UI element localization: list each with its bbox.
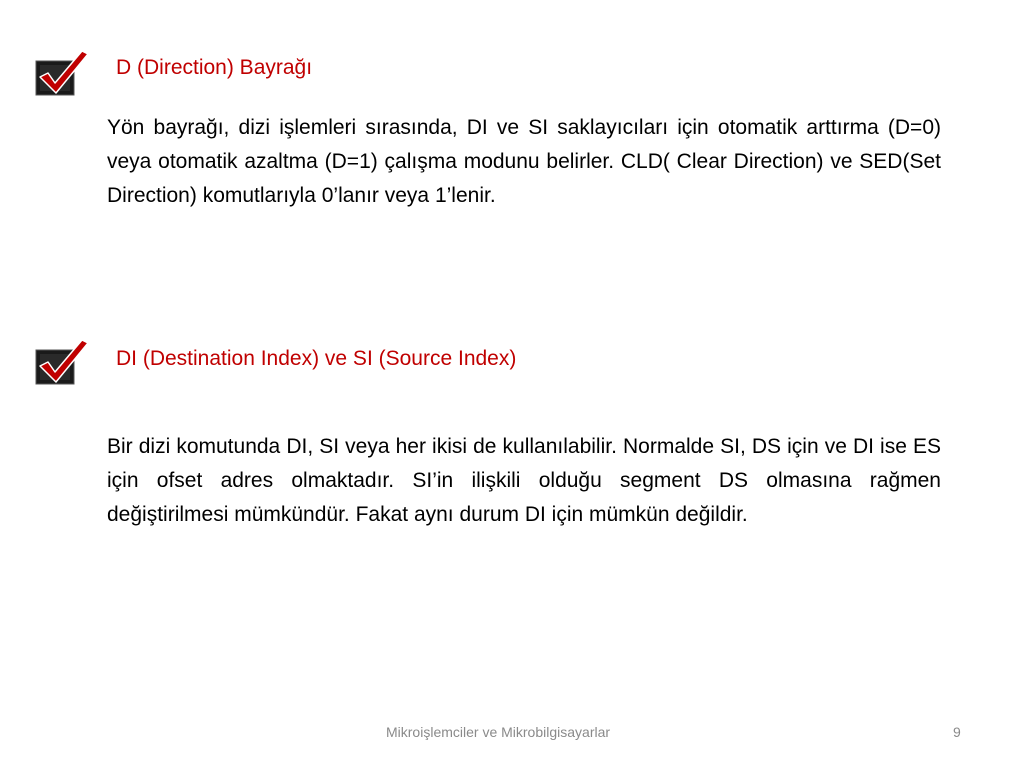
section-heading: D (Direction) Bayrağı — [116, 56, 313, 79]
checkbox-checked-icon — [34, 336, 90, 386]
section-body: Yön bayrağı, dizi işlemleri sırasında, DI ve SI saklayıcıları için otomatik arttırma (D=0) veya otomatik azaltma (D=1) çalışma modunu belirler. CLD( Clear Direction) ve SED(Set Direction) komutlarıyla 0’lanır veya 1’lenir. — [107, 116, 941, 207]
section-body: Bir dizi komutunda DI, SI veya her ikisi de kullanılabilir. Normalde SI, DS için ve DI ise ES için ofset adres olmaktadır. SI’in ilişkili olduğu segment DS olmasına rağmen değiştirilmesi mümkündür. Fakat aynı durum DI için mümkün değildir. — [107, 435, 941, 526]
section-heading: DI (Destination Index) ve SI (Source Index) — [116, 347, 517, 370]
checkbox-checked-icon — [34, 47, 90, 97]
footer-title: Mikroişlemciler ve Mikrobilgisayarlar — [386, 724, 611, 740]
page-number: 9 — [953, 724, 961, 740]
